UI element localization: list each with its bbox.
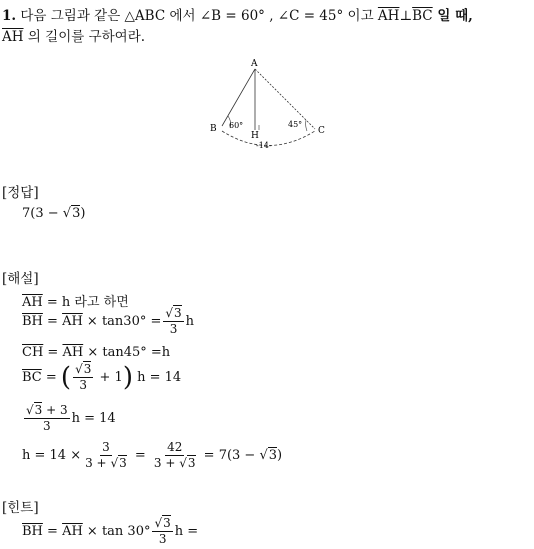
frac-den: 3 (169, 322, 178, 336)
label-c: C (318, 126, 325, 136)
segment-ah: $\overline{AH}$ (377, 8, 400, 24)
seg-ch: $\overline{CH}$ (22, 345, 44, 360)
sol-text: × tan45° =h (83, 345, 171, 360)
frac-den: 3 (158, 532, 167, 546)
fraction: $\frac{√3}{3}$ (165, 306, 182, 336)
frac-num: 42 (167, 440, 183, 454)
frac-den-pre: 3 + (85, 456, 111, 470)
angle-arc-c (306, 120, 307, 131)
left-paren: ( (60, 362, 72, 393)
sol-text: ) (277, 448, 283, 463)
frac-num-root: 3 (34, 403, 43, 417)
fraction: $\frac{3}{3 + √3}$ (85, 440, 127, 470)
frac-den-root: 3 (119, 456, 127, 470)
angle-label-c: 45° (288, 120, 303, 129)
hint-text: × tan 30° (82, 524, 151, 539)
problem-text-1b: 일 때, (432, 8, 473, 24)
segment-bc: $\overline{BC}$ (412, 8, 433, 24)
right-paren: ) (122, 362, 133, 393)
frac-den-pre: 3 + (153, 456, 180, 470)
fraction: $\frac{√3 + 3}{3}$ (26, 403, 68, 433)
fraction: $\frac{42}{3 + √3}$ (153, 440, 196, 470)
answer-heading: [정답] (2, 185, 39, 201)
seg-ah: $\overline{AH}$ (62, 345, 84, 360)
sol-root: 3 (268, 448, 278, 463)
solution-line-4 (22, 362, 181, 393)
hint-heading: [힌트] (2, 500, 39, 516)
answer-root: 3 (72, 206, 81, 221)
sol-text: × tan30° = (82, 314, 162, 329)
frac-num: 3 (102, 440, 110, 454)
seg-bh: $\overline{BH}$ (22, 314, 43, 329)
frac-num-rest: + 3 (42, 403, 68, 417)
solution-line-3 (22, 345, 170, 360)
frac-num: 3 (83, 362, 92, 376)
seg-ah: $\overline{AH}$ (62, 314, 83, 329)
problem-number: 1. (2, 8, 17, 24)
answer-value: 7(3 − √3) (22, 206, 86, 221)
solution-heading: [해설] (2, 271, 39, 287)
label-b: B (210, 124, 217, 134)
solution-line-6: h = 14 × $\frac{3}{3 + √3}$ = $\frac{42}{3 + √3}$ = 7(3 − √3) (22, 440, 283, 470)
seg-bc: $\overline{BC}$ (22, 370, 42, 385)
frac-num: 3 (163, 516, 171, 530)
sol-text: h = 14 (71, 411, 116, 426)
solution-line-5 (22, 403, 116, 434)
fraction: $\frac{√3}{3}$ (75, 362, 92, 392)
sol-text: = h 라고 하면 (42, 295, 129, 310)
seg-bh: $\overline{BH}$ (22, 524, 43, 539)
hint-text: h = (174, 524, 199, 539)
sol-eq: = (130, 448, 150, 463)
perp-symbol: ⊥ (399, 8, 413, 24)
seg-ah: $\overline{AH}$ (22, 295, 43, 310)
frac-num: 3 (174, 306, 182, 320)
seg-ah: $\overline{AH}$ (62, 524, 83, 539)
sol-text: = 7(3 − (199, 448, 260, 463)
segment-ah-2: $\overline{AH}$ (2, 29, 24, 45)
solution-line-2 (22, 306, 194, 337)
frac-den: 3 (79, 378, 88, 392)
angle-label-b: 60° (229, 121, 244, 130)
problem-text-1a: 다음 그림과 같은 △ABC 에서 ∠B = 60° , ∠C = 45° 이고 (20, 8, 378, 24)
sol-text: + 1 (95, 370, 123, 385)
hint-line (22, 516, 198, 547)
sol-text: h = 14 (132, 370, 182, 385)
problem-text-2: 의 길이를 구하여라. (23, 29, 146, 45)
sol-text: h (185, 314, 195, 329)
label-a: A (251, 59, 258, 69)
hint-eq: = (42, 524, 63, 539)
label-h: H (251, 131, 259, 141)
frac-den-root: 3 (187, 456, 196, 470)
sol-text: h = 14 × (22, 448, 82, 463)
base-length-label: -14- (256, 141, 272, 150)
frac-den: 3 (42, 419, 51, 433)
answer-prefix: 7(3 − (22, 206, 63, 221)
sol-eq: = (43, 345, 63, 360)
answer-suffix: ) (80, 206, 86, 221)
sol-eq: = (41, 370, 61, 385)
sol-eq: = (42, 314, 63, 329)
fraction: $\frac{√3}{3}$ (154, 516, 171, 546)
side-ab (222, 69, 255, 126)
